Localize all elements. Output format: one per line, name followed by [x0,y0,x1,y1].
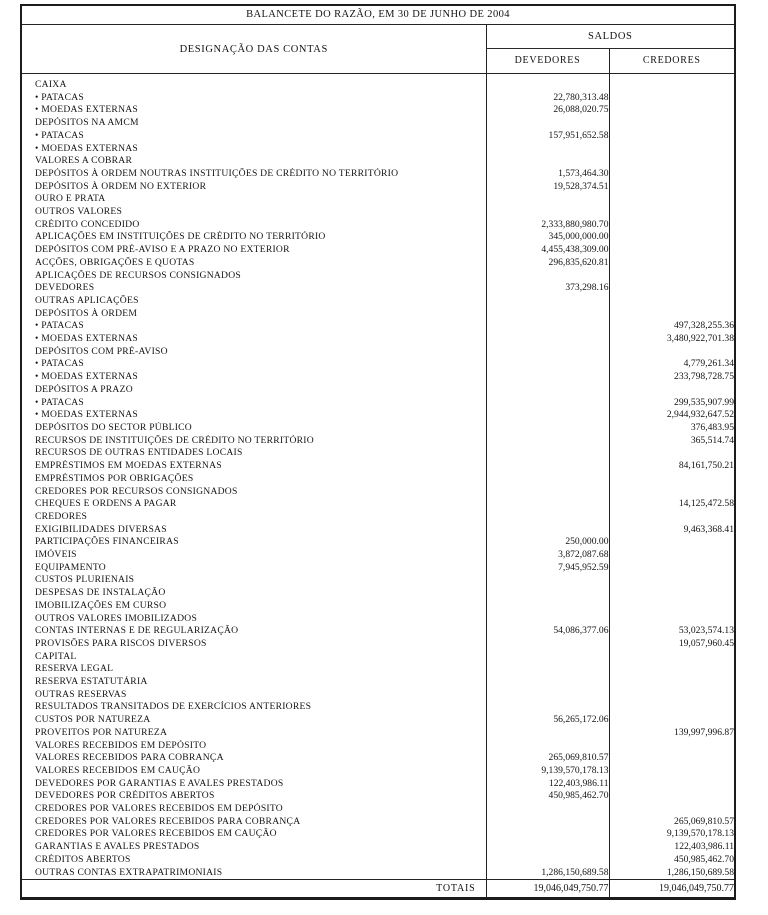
table-row [21,358,735,371]
devedores-value [486,486,609,499]
account-label: • PATACAS [35,320,85,332]
credores-value [609,143,735,156]
table-row [21,765,735,778]
credores-value [609,486,735,499]
table-row [21,231,735,244]
account-label: EXIGIBILIDADES DIVERSAS [35,523,167,535]
devedores-value [486,816,609,829]
account-label: OUTROS VALORES IMOBILIZADOS [35,612,198,624]
accounts-body [21,74,735,880]
table-row [21,549,735,562]
credores-value [609,574,735,587]
table-row [21,562,735,575]
devedores-value: 345,000,000.00 [486,231,609,244]
devedores-value [486,638,609,651]
account-label: DEPÓSITOS À ORDEM [35,307,138,319]
account-label: • PATACAS [35,91,85,103]
devedores-value [486,676,609,689]
account-label: IMÓVEIS [35,549,77,561]
column-header-designacao: DESIGNAÇÃO DAS CONTAS [21,25,486,74]
credores-value [609,562,735,575]
table-row [21,778,735,791]
devedores-value: 373,298.16 [486,282,609,295]
account-label: VALORES RECEBIDOS EM CAUÇÃO [35,764,201,776]
devedores-value [486,803,609,816]
table-row [21,422,735,435]
column-header-credores: CREDORES [609,49,735,74]
credores-value [609,778,735,791]
table-row [21,257,735,270]
account-label: DEPÓSITOS DO SECTOR PÚBLICO [35,421,192,433]
account-label: ACÇÕES, OBRIGAÇÕES E QUOTAS [35,256,195,268]
table-row [21,676,735,689]
credores-value [609,663,735,676]
credores-value [609,308,735,321]
table-row [21,828,735,841]
devedores-value: 9,139,570,178.13 [486,765,609,778]
credores-value: 233,798,728.75 [609,371,735,384]
devedores-value: 7,945,952.59 [486,562,609,575]
devedores-value: 1,573,464.30 [486,168,609,181]
devedores-value [486,333,609,346]
table-row [21,92,735,105]
credores-value: 9,463,368.41 [609,524,735,537]
devedores-value [486,663,609,676]
credores-value [609,587,735,600]
account-label: • MOEDAS EXTERNAS [35,142,139,154]
table-row [21,155,735,168]
account-label: OUTRAS CONTAS EXTRAPATRIMONIAIS [35,866,223,878]
table-row [21,143,735,156]
account-label: RECURSOS DE INSTITUIÇÕES DE CRÉDITO NO TERRITÓRIO [35,434,314,446]
devedores-value: 265,069,810.57 [486,752,609,765]
table-row [21,473,735,486]
table-row [21,740,735,753]
table-row [21,587,735,600]
devedores-value [486,435,609,448]
credores-value [609,206,735,219]
account-label: • MOEDAS EXTERNAS [35,104,139,116]
devedores-value [486,295,609,308]
account-label: OURO E PRATA [35,193,106,205]
credores-value [609,384,735,397]
table-row [21,638,735,651]
account-label: VALORES RECEBIDOS PARA COBRANÇA [35,752,224,764]
credores-value: 1,286,150,689.58 [609,867,735,880]
account-label: EMPRÉSTIMOS POR OBRIGAÇÕES [35,472,194,484]
devedores-value: 26,088,020.75 [486,104,609,117]
credores-value: 53,023,574.13 [609,625,735,638]
table-row [21,447,735,460]
account-label: DEPÓSITOS NA AMCM [35,117,139,129]
account-label: • PATACAS [35,396,85,408]
credores-value [609,600,735,613]
devedores-value: 296,835,620.81 [486,257,609,270]
credores-value [609,130,735,143]
account-label: • MOEDAS EXTERNAS [35,409,139,421]
account-label: PARTICIPAÇÕES FINANCEIRAS [35,536,179,548]
table-row [21,74,735,92]
devedores-value [486,511,609,524]
table-row [21,219,735,232]
devedores-value [486,689,609,702]
credores-value [609,155,735,168]
devedores-value [486,422,609,435]
account-label: CREDORES POR VALORES RECEBIDOS EM DEPÓSITO [35,803,283,815]
table-row [21,486,735,499]
table-row [21,498,735,511]
devedores-value [486,574,609,587]
credores-value [609,295,735,308]
account-label: CREDORES POR RECURSOS CONSIGNADOS [35,485,238,497]
table-row [21,574,735,587]
account-label: DEPÓSITOS COM PRÉ-AVISO E A PRAZO NO EXTERIOR [35,244,290,256]
account-label: GARANTIAS E AVALES PRESTADOS [35,841,200,853]
credores-value: 139,997,996.87 [609,727,735,740]
devedores-value [486,193,609,206]
account-label: CREDORES POR VALORES RECEBIDOS PARA COBRANÇA [35,815,301,827]
devedores-value [486,587,609,600]
account-label: • MOEDAS EXTERNAS [35,371,139,383]
credores-value: 365,514.74 [609,435,735,448]
devedores-value [486,613,609,626]
credores-value: 19,057,960.45 [609,638,735,651]
totals-row [21,880,735,899]
table-row [21,397,735,410]
account-label: OUTROS VALORES [35,206,123,218]
devedores-value: 250,000.00 [486,536,609,549]
column-header-devedores: DEVEDORES [486,49,609,74]
credores-value [609,676,735,689]
credores-value [609,193,735,206]
credores-value [609,168,735,181]
table-row [21,841,735,854]
credores-value [609,117,735,130]
table-row [21,663,735,676]
table-row [21,625,735,638]
credores-value: 376,483.95 [609,422,735,435]
devedores-value [486,117,609,130]
account-label: CREDORES POR VALORES RECEBIDOS EM CAUÇÃO [35,828,277,840]
devedores-value: 4,455,438,309.00 [486,244,609,257]
devedores-value: 54,086,377.06 [486,625,609,638]
table-row [21,714,735,727]
account-label: VALORES A COBRAR [35,155,133,167]
devedores-value [486,473,609,486]
balance-sheet-page [20,4,734,900]
account-label: DEVEDORES [35,282,95,294]
account-label: DEVEDORES POR CRÉDITOS ABERTOS [35,790,215,802]
devedores-value: 450,985,462.70 [486,790,609,803]
account-label: RECURSOS DE OUTRAS ENTIDADES LOCAIS [35,447,243,459]
header-group-row [21,25,735,49]
table-row [21,130,735,143]
account-label: EQUIPAMENTO [35,561,106,573]
credores-value [609,473,735,486]
account-label: APLICAÇÕES EM INSTITUIÇÕES DE CRÉDITO NO TERRITÓRIO [35,231,326,243]
credores-value [609,92,735,105]
account-label: CRÉDITOS ABERTOS [35,853,131,865]
credores-value [609,613,735,626]
credores-value [609,701,735,714]
table-row [21,320,735,333]
devedores-value [486,74,609,92]
account-label: PROVISÕES PARA RISCOS DIVERSOS [35,637,207,649]
devedores-value [486,740,609,753]
credores-value [609,651,735,664]
account-label: RESULTADOS TRANSITADOS DE EXERCÍCIOS ANTERIORES [35,701,312,713]
account-label: CREDORES [35,510,88,522]
devedores-value [486,308,609,321]
credores-value [609,447,735,460]
credores-value [609,181,735,194]
devedores-value: 19,528,374.51 [486,181,609,194]
credores-value: 2,944,932,647.52 [609,409,735,422]
table-row [21,816,735,829]
devedores-value [486,320,609,333]
account-label: DEPÓSITOS A PRAZO [35,383,133,395]
table-row [21,270,735,283]
table-row [21,206,735,219]
totals-devedores-value: 19,046,049,750.77 [486,880,609,899]
table-row [21,803,735,816]
totals-credores-value: 19,046,049,750.77 [609,880,735,899]
table-row [21,524,735,537]
table-row [21,511,735,524]
account-label: • PATACAS [35,358,85,370]
devedores-value: 1,286,150,689.58 [486,867,609,880]
devedores-value [486,498,609,511]
devedores-value [486,460,609,473]
credores-value: 3,480,922,701.38 [609,333,735,346]
devedores-value [486,358,609,371]
table-row [21,371,735,384]
devedores-value [486,409,609,422]
table-row [21,536,735,549]
account-label: DEVEDORES POR GARANTIAS E AVALES PRESTADOS [35,777,284,789]
credores-value: 4,779,261.34 [609,358,735,371]
totals-label: TOTAIS [21,880,486,899]
table-row [21,854,735,867]
devedores-value: 122,403,986.11 [486,778,609,791]
account-label: RESERVA ESTATUTÁRIA [35,676,148,688]
table-row [21,346,735,359]
account-label: CUSTOS PLURIENAIS [35,574,135,586]
credores-value: 497,328,255.36 [609,320,735,333]
devedores-value: 157,951,652.58 [486,130,609,143]
table-row [21,308,735,321]
account-label: CRÉDITO CONCEDIDO [35,218,140,230]
credores-value [609,346,735,359]
devedores-value: 22,780,313.48 [486,92,609,105]
column-group-saldos: SALDOS [486,25,735,49]
devedores-value [486,346,609,359]
devedores-value: 3,872,087.68 [486,549,609,562]
devedores-value [486,651,609,664]
account-label: OUTRAS RESERVAS [35,688,127,700]
table-row [21,295,735,308]
table-row [21,282,735,295]
account-label: CUSTOS POR NATUREZA [35,714,151,726]
credores-value [609,104,735,117]
credores-value: 450,985,462.70 [609,854,735,867]
table-header [21,5,735,74]
account-label: OUTRAS APLICAÇÕES [35,294,139,306]
credores-value: 299,535,907.99 [609,397,735,410]
table-row [21,181,735,194]
credores-value: 265,069,810.57 [609,816,735,829]
account-label: VALORES RECEBIDOS EM DEPÓSITO [35,739,207,751]
devedores-value [486,270,609,283]
devedores-value [486,143,609,156]
table-row [21,651,735,664]
devedores-value [486,155,609,168]
devedores-value: 56,265,172.06 [486,714,609,727]
table-row [21,168,735,181]
table-row [21,193,735,206]
devedores-value [486,206,609,219]
table-row [21,460,735,473]
account-label: • PATACAS [35,129,85,141]
table-row [21,104,735,117]
credores-value: 122,403,986.11 [609,841,735,854]
credores-value [609,549,735,562]
table-row [21,867,735,880]
account-label: DEPÓSITOS COM PRÉ-AVISO [35,345,168,357]
table-row [21,613,735,626]
devedores-value [486,397,609,410]
account-label: IMOBILIZAÇÕES EM CURSO [35,599,167,611]
account-label: PROVEITOS POR NATUREZA [35,726,168,738]
credores-value: 84,161,750.21 [609,460,735,473]
account-label: APLICAÇÕES DE RECURSOS CONSIGNADOS [35,269,242,281]
devedores-value [486,701,609,714]
devedores-value [486,727,609,740]
table-row [21,727,735,740]
devedores-value [486,841,609,854]
devedores-value [486,371,609,384]
account-label: CAPITAL [35,650,77,662]
credores-value [609,231,735,244]
table-row [21,701,735,714]
account-label: CAIXA [35,79,67,90]
devedores-value [486,600,609,613]
table-row [21,409,735,422]
credores-value [609,282,735,295]
credores-value [609,219,735,232]
credores-value [609,790,735,803]
credores-value [609,803,735,816]
account-label: DEPÓSITOS À ORDEM NO EXTERIOR [35,180,207,192]
credores-value [609,536,735,549]
credores-value [609,244,735,257]
credores-value [609,765,735,778]
account-label: CHEQUES E ORDENS A PAGAR [35,498,177,510]
totals-section [21,880,735,899]
credores-value [609,511,735,524]
credores-value [609,689,735,702]
devedores-value [486,524,609,537]
credores-value [609,74,735,92]
table-row [21,244,735,257]
devedores-value [486,828,609,841]
table-row [21,689,735,702]
document-title: BALANCETE DO RAZÃO, EM 30 DE JUNHO DE 2004 [21,5,735,25]
account-label: CONTAS INTERNAS E DE REGULARIZAÇÃO [35,625,239,637]
trial-balance-table [20,4,736,900]
account-label: DEPÓSITOS À ORDEM NOUTRAS INSTITUIÇÕES DE CRÉDITO NO TERRITÓRIO [35,167,399,179]
table-row [21,435,735,448]
credores-value: 14,125,472.58 [609,498,735,511]
table-row [21,752,735,765]
account-label: EMPRÉSTIMOS EM MOEDAS EXTERNAS [35,460,222,472]
credores-value [609,752,735,765]
devedores-value [486,447,609,460]
devedores-value: 2,333,880,980.70 [486,219,609,232]
table-row [21,384,735,397]
table-row [21,600,735,613]
devedores-value [486,854,609,867]
credores-value: 9,139,570,178.13 [609,828,735,841]
credores-value [609,740,735,753]
devedores-value [486,384,609,397]
credores-value [609,270,735,283]
title-row [21,5,735,25]
account-label: DESPESAS DE INSTALAÇÃO [35,587,166,599]
account-label: • MOEDAS EXTERNAS [35,333,139,345]
credores-value [609,714,735,727]
credores-value [609,257,735,270]
table-row [21,790,735,803]
table-row [21,333,735,346]
table-row [21,117,735,130]
account-label: RESERVA LEGAL [35,663,114,675]
